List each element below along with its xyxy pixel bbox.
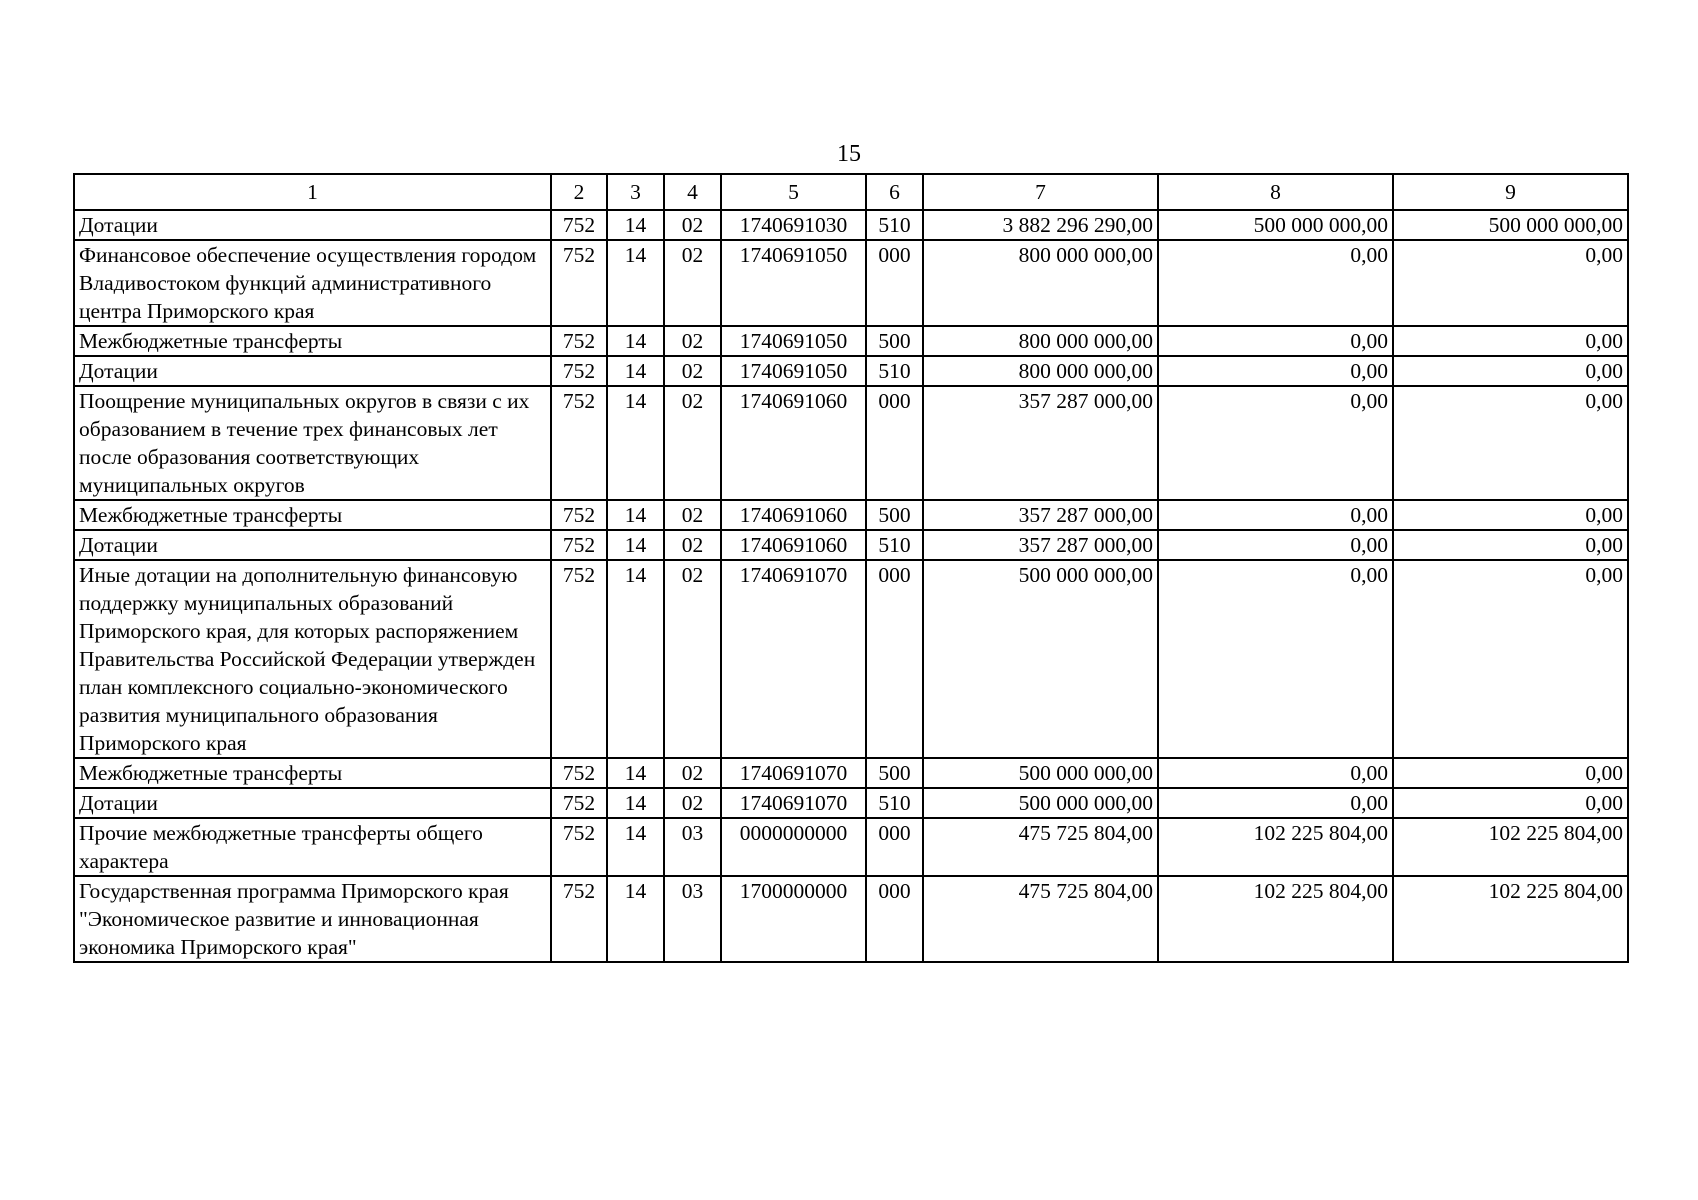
row-col9-amount: 0,00 — [1393, 240, 1628, 326]
row-col5-cell: 1740691060 — [721, 530, 866, 560]
row-col3-cell: 14 — [607, 326, 664, 356]
row-col8-amount: 102 225 804,00 — [1158, 876, 1393, 962]
row-col9-amount: 0,00 — [1393, 758, 1628, 788]
column-header-1: 1 — [74, 174, 551, 210]
row-col6-cell: 000 — [866, 818, 923, 876]
table-row — [74, 500, 1628, 530]
row-col3-cell: 14 — [607, 530, 664, 560]
row-col4-cell: 02 — [664, 326, 721, 356]
table-row — [74, 386, 1628, 500]
row-col6-cell: 000 — [866, 876, 923, 962]
row-col4-cell: 02 — [664, 560, 721, 758]
column-header-6: 6 — [866, 174, 923, 210]
table-row — [74, 530, 1628, 560]
row-col9-amount: 102 225 804,00 — [1393, 876, 1628, 962]
row-col5-cell: 1740691060 — [721, 386, 866, 500]
row-col7-amount: 500 000 000,00 — [923, 788, 1158, 818]
row-col9-amount: 0,00 — [1393, 326, 1628, 356]
row-col9-amount: 0,00 — [1393, 386, 1628, 500]
row-col6-cell: 510 — [866, 356, 923, 386]
row-col7-amount: 3 882 296 290,00 — [923, 210, 1158, 240]
row-col3-cell: 14 — [607, 560, 664, 758]
row-col2-cell: 752 — [551, 758, 607, 788]
row-col4-cell: 03 — [664, 876, 721, 962]
table-row — [74, 240, 1628, 326]
row-col8-amount: 0,00 — [1158, 500, 1393, 530]
row-col2-cell: 752 — [551, 240, 607, 326]
budget-table — [73, 173, 1629, 963]
column-header-4: 4 — [664, 174, 721, 210]
row-col3-cell: 14 — [607, 876, 664, 962]
row-col8-amount: 0,00 — [1158, 758, 1393, 788]
row-name-cell: Дотации — [74, 210, 551, 240]
row-col6-cell: 510 — [866, 788, 923, 818]
row-col4-cell: 03 — [664, 818, 721, 876]
row-col5-cell: 1740691050 — [721, 326, 866, 356]
row-col8-amount: 0,00 — [1158, 386, 1393, 500]
row-col5-cell: 1740691070 — [721, 788, 866, 818]
row-col5-cell: 1700000000 — [721, 876, 866, 962]
row-col3-cell: 14 — [607, 758, 664, 788]
row-col9-amount: 500 000 000,00 — [1393, 210, 1628, 240]
row-col7-amount: 475 725 804,00 — [923, 876, 1158, 962]
row-col2-cell: 752 — [551, 788, 607, 818]
row-col6-cell: 000 — [866, 386, 923, 500]
row-col5-cell: 1740691050 — [721, 240, 866, 326]
table-row — [74, 326, 1628, 356]
row-col8-amount: 0,00 — [1158, 530, 1393, 560]
row-col7-amount: 800 000 000,00 — [923, 356, 1158, 386]
row-col6-cell: 510 — [866, 530, 923, 560]
row-col8-amount: 500 000 000,00 — [1158, 210, 1393, 240]
row-col6-cell: 510 — [866, 210, 923, 240]
table-row — [74, 818, 1628, 876]
column-header-9: 9 — [1393, 174, 1628, 210]
row-name-cell: Государственная программа Приморского края "Экономическое развитие и инновационная экономика Приморского края" — [74, 876, 551, 962]
row-col7-amount: 800 000 000,00 — [923, 240, 1158, 326]
row-col7-amount: 357 287 000,00 — [923, 500, 1158, 530]
row-col2-cell: 752 — [551, 500, 607, 530]
row-col8-amount: 0,00 — [1158, 560, 1393, 758]
row-col2-cell: 752 — [551, 326, 607, 356]
table-body — [74, 210, 1628, 962]
table-row — [74, 876, 1628, 962]
row-col4-cell: 02 — [664, 500, 721, 530]
row-col2-cell: 752 — [551, 560, 607, 758]
row-col8-amount: 0,00 — [1158, 326, 1393, 356]
row-name-cell: Иные дотации на дополнительную финансовую поддержку муниципальных образований Приморского края, для которых распоряжением Правительства Российской Федерации утвержден план комплексного социально-экономического развития муниципального образования Приморского края — [74, 560, 551, 758]
row-name-cell: Дотации — [74, 530, 551, 560]
row-col7-amount: 357 287 000,00 — [923, 386, 1158, 500]
row-col9-amount: 0,00 — [1393, 356, 1628, 386]
row-col2-cell: 752 — [551, 386, 607, 500]
row-name-cell: Межбюджетные трансферты — [74, 500, 551, 530]
row-name-cell: Дотации — [74, 788, 551, 818]
row-col3-cell: 14 — [607, 356, 664, 386]
row-name-cell: Межбюджетные трансферты — [74, 758, 551, 788]
row-col9-amount: 0,00 — [1393, 560, 1628, 758]
row-col7-amount: 357 287 000,00 — [923, 530, 1158, 560]
table-row — [74, 788, 1628, 818]
row-col3-cell: 14 — [607, 210, 664, 240]
row-col3-cell: 14 — [607, 788, 664, 818]
row-name-cell: Поощрение муниципальных округов в связи с их образованием в течение трех финансовых лет после образования соответствующих муниципальных округов — [74, 386, 551, 500]
column-header-8: 8 — [1158, 174, 1393, 210]
row-col6-cell: 500 — [866, 326, 923, 356]
row-name-cell: Финансовое обеспечение осуществления городом Владивостоком функций административного центра Приморского края — [74, 240, 551, 326]
column-header-5: 5 — [721, 174, 866, 210]
row-col9-amount: 102 225 804,00 — [1393, 818, 1628, 876]
row-col7-amount: 475 725 804,00 — [923, 818, 1158, 876]
row-col4-cell: 02 — [664, 530, 721, 560]
row-col4-cell: 02 — [664, 788, 721, 818]
row-col5-cell: 1740691030 — [721, 210, 866, 240]
row-col5-cell: 0000000000 — [721, 818, 866, 876]
page-number: 15 — [837, 141, 861, 167]
row-name-cell: Прочие межбюджетные трансферты общего характера — [74, 818, 551, 876]
row-col2-cell: 752 — [551, 530, 607, 560]
row-col9-amount: 0,00 — [1393, 788, 1628, 818]
row-col8-amount: 0,00 — [1158, 356, 1393, 386]
row-col3-cell: 14 — [607, 500, 664, 530]
row-col7-amount: 500 000 000,00 — [923, 758, 1158, 788]
row-col8-amount: 102 225 804,00 — [1158, 818, 1393, 876]
row-name-cell: Межбюджетные трансферты — [74, 326, 551, 356]
row-col4-cell: 02 — [664, 240, 721, 326]
row-col2-cell: 752 — [551, 356, 607, 386]
row-col4-cell: 02 — [664, 758, 721, 788]
column-number-row — [74, 174, 1628, 210]
row-col5-cell: 1740691070 — [721, 758, 866, 788]
row-col3-cell: 14 — [607, 240, 664, 326]
table-row — [74, 758, 1628, 788]
table-row — [74, 210, 1628, 240]
row-col4-cell: 02 — [664, 356, 721, 386]
row-col6-cell: 000 — [866, 560, 923, 758]
row-col6-cell: 500 — [866, 758, 923, 788]
row-col3-cell: 14 — [607, 386, 664, 500]
row-col4-cell: 02 — [664, 386, 721, 500]
row-name-cell: Дотации — [74, 356, 551, 386]
table-row — [74, 356, 1628, 386]
row-col2-cell: 752 — [551, 210, 607, 240]
row-col8-amount: 0,00 — [1158, 788, 1393, 818]
row-col6-cell: 000 — [866, 240, 923, 326]
row-col5-cell: 1740691070 — [721, 560, 866, 758]
row-col3-cell: 14 — [607, 818, 664, 876]
row-col2-cell: 752 — [551, 876, 607, 962]
row-col7-amount: 800 000 000,00 — [923, 326, 1158, 356]
table-row — [74, 560, 1628, 758]
column-header-3: 3 — [607, 174, 664, 210]
row-col9-amount: 0,00 — [1393, 500, 1628, 530]
column-header-2: 2 — [551, 174, 607, 210]
row-col5-cell: 1740691050 — [721, 356, 866, 386]
row-col6-cell: 500 — [866, 500, 923, 530]
column-header-7: 7 — [923, 174, 1158, 210]
row-col2-cell: 752 — [551, 818, 607, 876]
row-col4-cell: 02 — [664, 210, 721, 240]
row-col7-amount: 500 000 000,00 — [923, 560, 1158, 758]
row-col5-cell: 1740691060 — [721, 500, 866, 530]
row-col9-amount: 0,00 — [1393, 530, 1628, 560]
row-col8-amount: 0,00 — [1158, 240, 1393, 326]
